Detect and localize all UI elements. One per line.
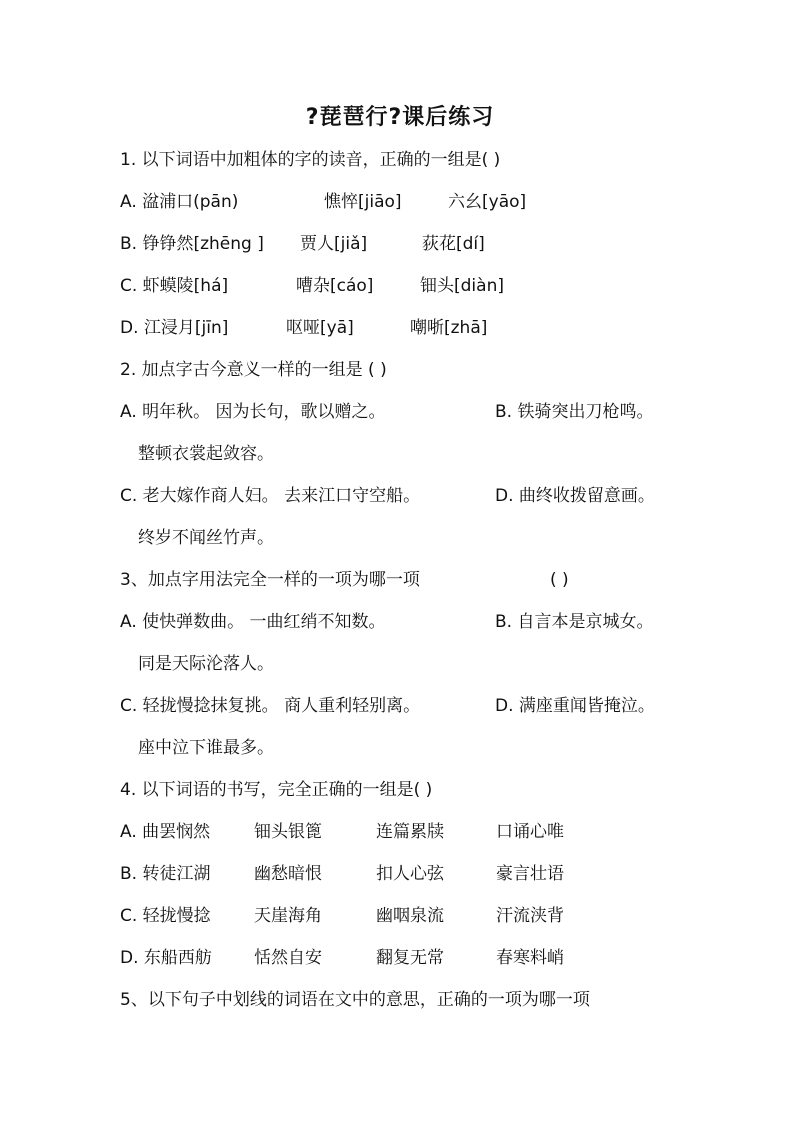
question-4-stem: 4. 以下词语的书写，完全正确的一组是( ) bbox=[120, 780, 433, 800]
option-b-text: B. 自言本是京城女。 bbox=[495, 612, 654, 632]
question-4-option-a bbox=[120, 820, 680, 844]
question-3-row-2-continued: 座中泣下谁最多。 bbox=[138, 738, 274, 758]
option-b-word-3: 荻花[dí] bbox=[422, 234, 485, 254]
question-1-option-b bbox=[120, 232, 720, 256]
option-d-word-3: 嘲哳[zhā] bbox=[410, 318, 488, 338]
option-a-word-1: A. 曲罢悯然 bbox=[120, 822, 211, 842]
option-a-word-2: 钿头银篦 bbox=[254, 822, 322, 842]
option-b-word-2: 幽愁暗恨 bbox=[254, 864, 322, 884]
option-b-word-2: 贾人[jiǎ] bbox=[300, 234, 368, 254]
question-1-option-a bbox=[120, 190, 720, 214]
option-b-text: B. 铁骑突出刀枪鸣。 bbox=[495, 402, 654, 422]
option-b-word-3: 扣人心弦 bbox=[376, 864, 444, 884]
option-d-word-3: 翻复无常 bbox=[376, 948, 444, 968]
question-2-row-2 bbox=[120, 484, 700, 508]
question-3-row-1 bbox=[120, 610, 700, 634]
option-c-word-2: 天崖海角 bbox=[254, 906, 322, 926]
question-4-option-d bbox=[120, 946, 680, 970]
option-a-word-4: 口诵心唯 bbox=[496, 822, 564, 842]
question-1-stem: 1. 以下词语中加粗体的字的读音，正确的一组是( ) bbox=[120, 150, 501, 170]
option-d-word-2: 呕哑[yā] bbox=[286, 318, 354, 338]
question-5-stem: 5、以下句子中划线的词语在文中的意思，正确的一项为哪一项 bbox=[120, 990, 590, 1010]
question-3-stem: 3、加点字用法完全一样的一项为哪一项 bbox=[120, 570, 420, 590]
question-3-stem-line bbox=[120, 568, 600, 592]
question-3-row-1-continued: 同是天际沦落人。 bbox=[138, 654, 274, 674]
option-d-text: D. 满座重闻皆掩泣。 bbox=[495, 696, 655, 716]
option-a-word-3: 六幺[yāo] bbox=[448, 192, 527, 212]
option-c-word-3: 钿头[diàn] bbox=[420, 276, 504, 296]
option-c-word-3: 幽咽泉流 bbox=[376, 906, 444, 926]
option-c-word-1: C. 轻拢慢捻 bbox=[120, 906, 211, 926]
question-2-stem: 2. 加点字古今意义一样的一组是 ( ) bbox=[120, 360, 387, 380]
question-1-option-c bbox=[120, 274, 720, 298]
question-2-row-1 bbox=[120, 400, 700, 424]
option-d-word-1: D. 东船西舫 bbox=[120, 948, 212, 968]
option-c-text: C. 轻拢慢捻抹复挑。 商人重利轻别离。 bbox=[120, 696, 421, 716]
question-1-option-d bbox=[120, 316, 720, 340]
question-2-row-1-continued: 整顿衣裳起敛容。 bbox=[138, 444, 274, 464]
option-a-text: A. 明年秋。 因为长句，歌以赠之。 bbox=[120, 402, 386, 422]
option-d-word-2: 恬然自安 bbox=[254, 948, 322, 968]
option-d-word-1: D. 江浸月[jīn] bbox=[120, 318, 229, 338]
option-b-word-1: B. 铮铮然[zhēng ] bbox=[120, 234, 264, 254]
option-d-word-4: 春寒料峭 bbox=[496, 948, 564, 968]
question-3-row-2 bbox=[120, 694, 700, 718]
option-a-word-3: 连篇累牍 bbox=[376, 822, 444, 842]
question-2-row-2-continued: 终岁不闻丝竹声。 bbox=[138, 528, 274, 548]
option-a-text: A. 使快弹数曲。 一曲红绡不知数。 bbox=[120, 612, 386, 632]
option-a-word-1: A. 湓浦口(pān) bbox=[120, 192, 239, 212]
question-4-option-b bbox=[120, 862, 680, 886]
option-a-word-2: 憔悴[jiāo] bbox=[324, 192, 402, 212]
option-d-text: D. 曲终收拨留意画。 bbox=[495, 486, 655, 506]
option-c-word-2: 嘈杂[cáo] bbox=[296, 276, 374, 296]
option-c-word-4: 汗流浃背 bbox=[496, 906, 564, 926]
page-title: ?琵琶行?课后练习 bbox=[305, 105, 495, 130]
option-c-text: C. 老大嫁作商人妇。 去来江口守空船。 bbox=[120, 486, 421, 506]
question-4-option-c bbox=[120, 904, 680, 928]
option-b-word-1: B. 转徒江湖 bbox=[120, 864, 211, 884]
question-3-answer-paren: ( ) bbox=[550, 570, 569, 590]
option-b-word-4: 豪言壮语 bbox=[496, 864, 564, 884]
option-c-word-1: C. 虾蟆陵[há] bbox=[120, 276, 229, 296]
